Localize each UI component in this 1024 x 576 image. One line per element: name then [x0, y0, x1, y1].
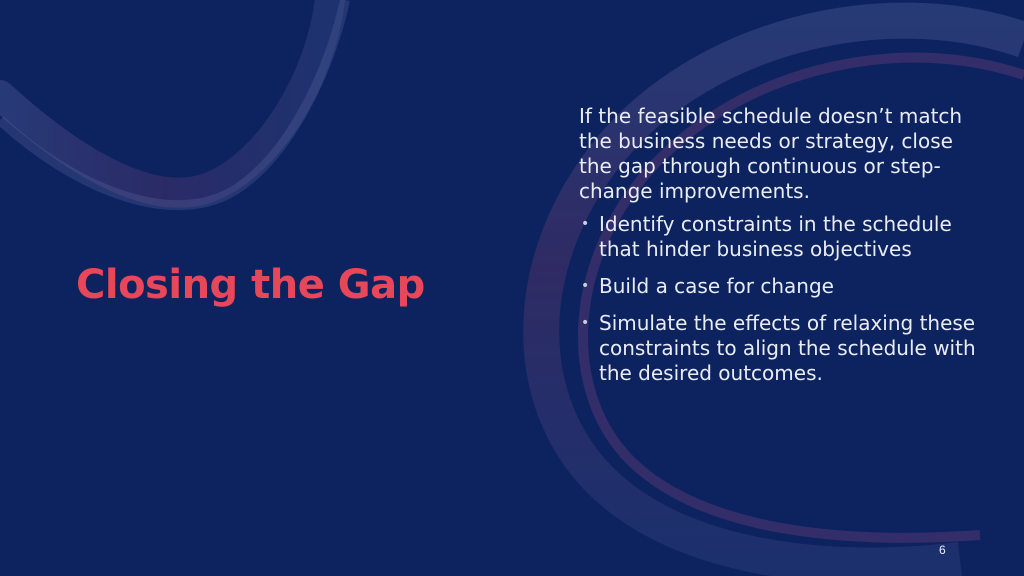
bullet-text: Build a case for change [599, 274, 834, 298]
intro-paragraph: If the feasible schedule doesn’t match the business needs or strategy, close the gap through continuous or step-change improvements. [579, 104, 963, 203]
slide-body [579, 104, 979, 398]
bullet-text: Simulate the effects of relaxing these constraints to align the schedule with the desired outcomes. [599, 311, 976, 385]
slide-title: Closing the Gap [76, 262, 425, 308]
bullet-text: Identify constraints in the schedule that hinder business objectives [599, 212, 952, 261]
bullet-list [579, 212, 979, 386]
bullet-marker: • [581, 315, 590, 331]
page-number: 6 [939, 543, 946, 557]
bullet-marker: • [581, 216, 590, 232]
bullet-item [579, 274, 979, 299]
bullet-marker: • [581, 278, 590, 294]
bullet-item [579, 311, 979, 386]
bullet-item [579, 212, 979, 262]
